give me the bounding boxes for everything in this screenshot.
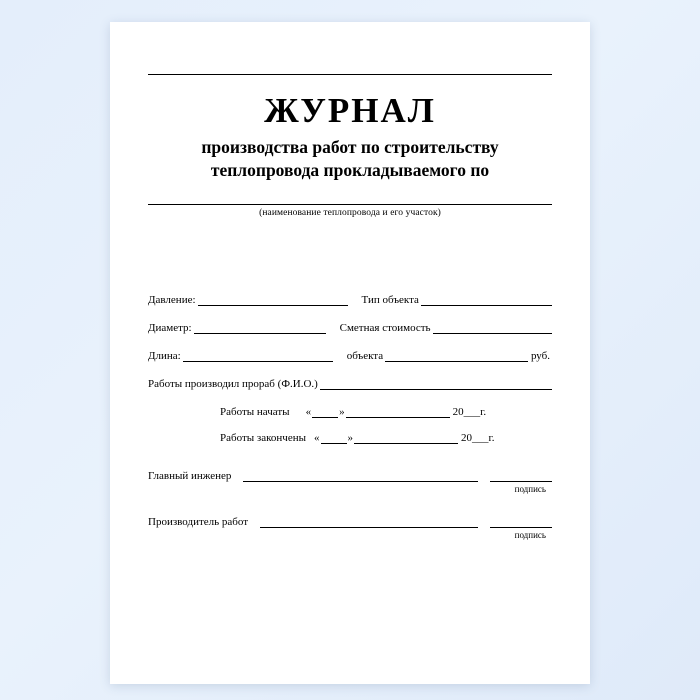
signature-block-chief-engineer	[148, 470, 552, 494]
top-divider-rule	[148, 74, 552, 75]
field-row-foreman	[148, 378, 552, 390]
object-input[interactable]	[385, 350, 528, 362]
object-type-input[interactable]	[421, 294, 552, 306]
foreman-input[interactable]	[320, 378, 552, 390]
chief-engineer-signature-caption: подпись	[514, 483, 546, 494]
works-started-month-input[interactable]	[346, 406, 450, 418]
subtitle-line-2: теплопровода прокладываемого по	[210, 159, 490, 180]
works-started-year: 20___г.	[452, 405, 487, 418]
diameter-input[interactable]	[194, 322, 326, 334]
signature-row	[148, 516, 552, 528]
quote-close-finished: »	[347, 431, 353, 444]
subtitle-line-1: производства работ по строительству	[201, 136, 499, 157]
works-finished-day-input[interactable]	[321, 432, 347, 444]
pressure-label: Давление:	[148, 293, 196, 306]
works-started-day-input[interactable]	[312, 406, 338, 418]
field-row-works-finished	[148, 432, 552, 444]
works-finished-month-input[interactable]	[354, 432, 458, 444]
document-page	[110, 22, 590, 684]
quote-open-finished: «	[314, 431, 320, 444]
works-producer-label: Производитель работ	[148, 515, 249, 528]
works-producer-name-input[interactable]	[260, 516, 478, 528]
subtitle-divider-rule	[148, 204, 552, 205]
quote-close-started: »	[339, 405, 345, 418]
pressure-input[interactable]	[198, 294, 348, 306]
signature-row	[148, 470, 552, 482]
works-producer-signature-input[interactable]	[490, 516, 552, 528]
document-content	[148, 74, 552, 540]
form-fields	[148, 294, 552, 540]
spacer	[148, 494, 552, 516]
chief-engineer-name-input[interactable]	[243, 470, 478, 482]
signature-block-works-producer	[148, 516, 552, 540]
quote-open-started: «	[305, 405, 312, 418]
length-label: Длина:	[148, 349, 181, 362]
diameter-label: Диаметр:	[148, 321, 192, 334]
rub-label: руб.	[530, 349, 550, 362]
length-input[interactable]	[183, 350, 333, 362]
field-row-length-object	[148, 350, 552, 362]
foreman-label: Работы производил прораб (Ф.И.О.)	[148, 377, 318, 390]
field-row-pressure-objecttype	[148, 294, 552, 306]
works-finished-year: 20___г.	[461, 431, 495, 444]
field-row-works-started	[148, 406, 552, 418]
pipeline-name-caption: (наименование теплопровода и его участок)	[259, 207, 441, 218]
estimate-cost-label: Сметная стоимость	[339, 321, 431, 334]
works-finished-label: Работы закончены	[220, 431, 306, 444]
chief-engineer-label: Главный инженер	[148, 469, 232, 482]
page-title: ЖУРНАЛ	[264, 91, 436, 130]
estimate-cost-input[interactable]	[433, 322, 552, 334]
chief-engineer-signature-input[interactable]	[490, 470, 552, 482]
works-started-label: Работы начаты	[220, 405, 290, 418]
field-row-diameter-estimate	[148, 322, 552, 334]
object-type-label: Тип объекта	[361, 293, 419, 306]
object-label: объекта	[346, 349, 384, 362]
works-producer-signature-caption: подпись	[514, 529, 546, 540]
